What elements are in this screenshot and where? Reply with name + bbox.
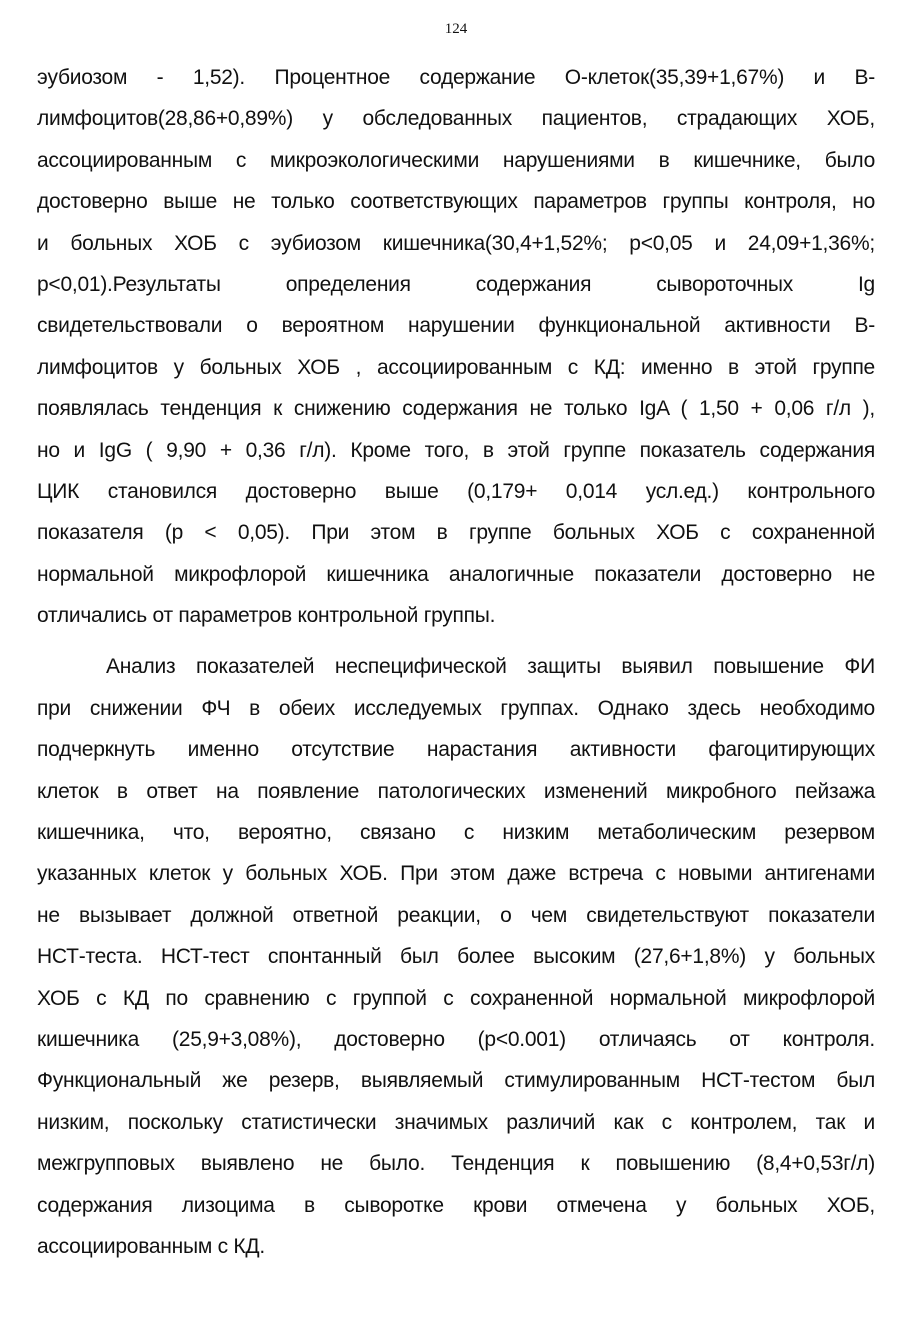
text-line: лимфоцитов(28,86+0,89%) у обследованных пациентов, страдающих ХОБ, — [37, 107, 875, 131]
text-line: эубиозом - 1,52). Процентное содержание О-клеток(35,39+1,67%) и В- — [37, 66, 875, 89]
text-line: кишечника, что, вероятно, связано с низким метаболическим резервом — [37, 821, 875, 845]
text-line: появлялась тенденция к снижению содержания не только IgA ( 1,50 + 0,06 г/л ), — [37, 397, 875, 421]
text-line: кишечника (25,9+3,08%), достоверно (р<0.001) отличаясь от контроля. — [37, 1027, 875, 1051]
text-line: но и IgG ( 9,90 + 0,36 г/л). Кроме того, в этой группе показатель содержания — [37, 438, 875, 462]
text-line: достоверно выше не только соответствующих параметров группы контроля, но — [37, 190, 875, 214]
text-line: клеток в ответ на появление патологических изменений микробного пейзажа — [37, 779, 875, 803]
text-line: отличались от параметров контрольной группы. — [37, 604, 496, 628]
text-line: ХОБ с КД по сравнению с группой с сохраненной нормальной микрофлорой — [37, 986, 875, 1010]
paragraph-1 — [37, 57, 875, 636]
text-line: подчеркнуть именно отсутствие нарастания активности фагоцитирующих — [37, 738, 875, 762]
text-line: показателя (р < 0,05). При этом в группе больных ХОБ с сохраненной — [37, 521, 875, 545]
text-line: ассоциированным с микроэкологическими нарушениями в кишечнике, было — [37, 148, 875, 172]
text-line: Функциональный же резерв, выявляемый стимулированным НСТ-тестом был — [37, 1069, 875, 1093]
text-line: лимфоцитов у больных ХОБ , ассоциированным с КД: именно в этой группе — [37, 355, 875, 379]
paragraph-gap — [37, 636, 875, 646]
text-line: не вызывает должной ответной реакции, о чем свидетельствуют показатели — [37, 903, 875, 927]
document-body — [37, 57, 875, 1267]
paragraph-2 — [37, 646, 875, 1267]
text-line: межгрупповых выявлено не было. Тенденция к повышению (8,4+0,53г/л) — [37, 1152, 875, 1176]
text-line: НСТ-теста. НСТ-тест спонтанный был более высоким (27,6+1,8%) у больных — [37, 945, 875, 969]
text-line: указанных клеток у больных ХОБ. При этом даже встреча с новыми антигенами — [37, 862, 875, 886]
text-line: низким, поскольку статистически значимых различий как с контролем, так и — [37, 1110, 875, 1134]
text-line: нормальной микрофлорой кишечника аналогичные показатели достоверно не — [37, 562, 875, 586]
text-line: Анализ показателей неспецифической защиты выявил повышение ФИ — [106, 655, 875, 679]
text-line: и больных ХОБ с эубиозом кишечника(30,4+1,52%; р<0,05 и 24,09+1,36%; — [37, 231, 875, 255]
page-number: 124 — [444, 21, 468, 37]
text-line: ассоциированным с КД. — [37, 1234, 265, 1258]
text-line: ЦИК становился достоверно выше (0,179+ 0,014 усл.ед.) контрольного — [37, 479, 875, 503]
text-line: при снижении ФЧ в обеих исследуемых группах. Однако здесь необходимо — [37, 696, 875, 720]
text-line: свидетельствовали о вероятном нарушении функциональной активности В- — [37, 314, 875, 338]
text-line: р<0,01).Результаты определения содержания сывороточных Ig — [37, 272, 875, 296]
text-line: содержания лизоцима в сыворотке крови отмечена у больных ХОБ, — [37, 1193, 875, 1217]
